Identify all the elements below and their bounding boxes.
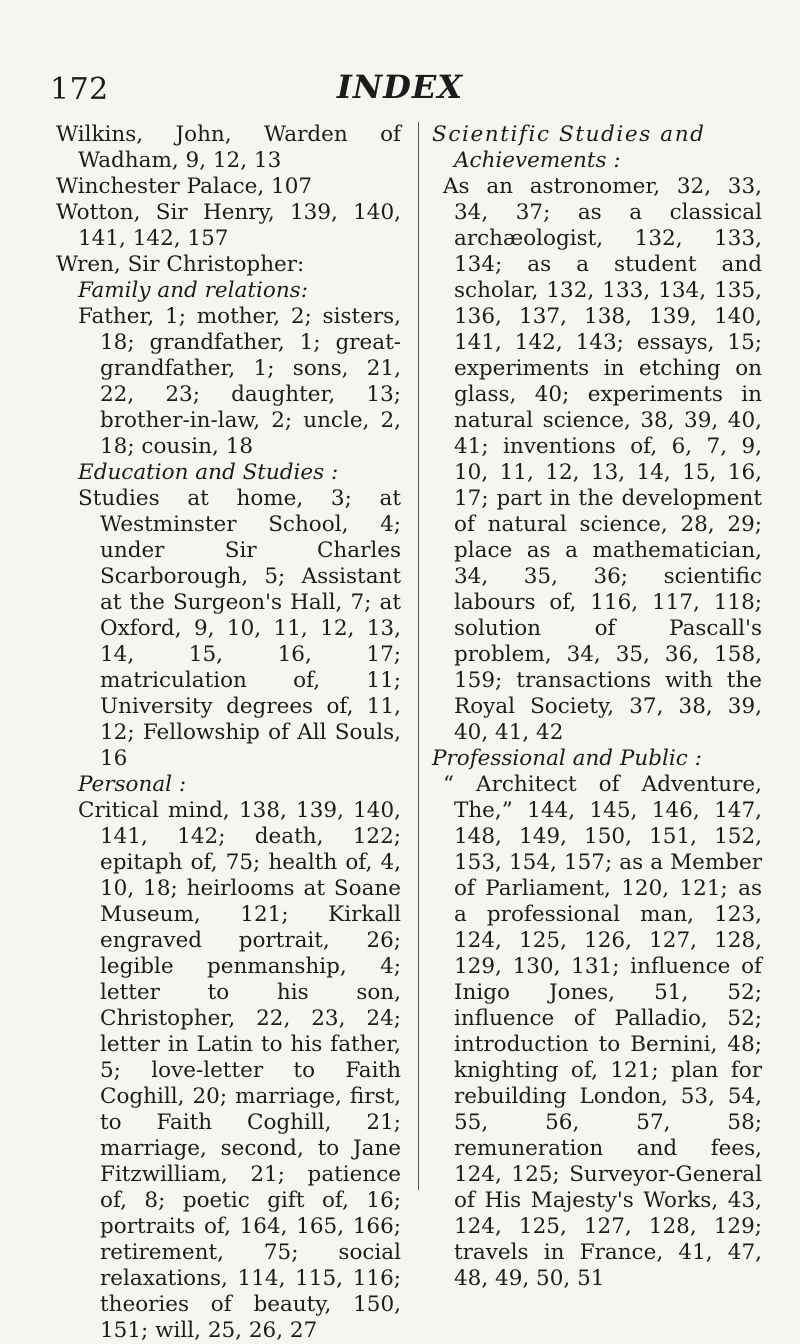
- family-entries: Father, 1; mother, 2; sisters, 18; grandfather, 1; great-grandfather, 1; sons, 21, 22, 23; daughter, 13; brother-in-law, 2; uncle, 2, 18; cousin, 18: [78, 304, 401, 459]
- personal-entries: Critical mind, 138, 139, 140, 141, 142; death, 122; epitaph of, 75; health of, 4, 10, 18; heirlooms at Soane Museum, 121; Kirkall engraved portrait, 26; legible penmanship, 4; letter to his son, Christopher, 22, 23, 24; letter in Latin to his father, 5; love-letter to Faith Coghill, 20; marriage, first, to Faith Coghill, 21; marriage, second, to Jane Fitzwilliam, 21; patience of, 8; poetic gift of, 16; portraits of, 164, 165, 166; retirement, 75; social relaxations, 114, 115, 116; theories of beauty, 150, 151; will, 25, 26, 27: [78, 798, 401, 1343]
- subheading-achievements: Achievements :: [454, 148, 621, 173]
- column-divider: [418, 122, 419, 1190]
- index-entry-wilkins: Wilkins, John, Warden of Wadham, 9, 12, 13: [56, 122, 401, 173]
- index-entry-wren: Wren, Sir Christopher:: [56, 252, 305, 277]
- subheading-education: Education and Studies :: [78, 460, 339, 485]
- subheading-family: Family and relations:: [78, 278, 308, 303]
- scientific-entries: As an astronomer, 32, 33, 34, 37; as a classical archæologist, 132, 133, 134; as a student and scholar, 132, 133, 134, 135, 136, 137, 138, 139, 140, 141, 142, 143; essays, 15; experiments in etching on glass, 40; experiments in natural science, 38, 39, 40, 41; inventions of, 6, 7, 9, 10, 11, 12, 13, 14, 15, 16, 17; part in the development of natural science, 28, 29; place as a mathematician, 34, 35, 36; scientific labours of, 116, 117, 118; solution of Pascall's problem, 34, 35, 36, 158, 159; transactions with the Royal Society, 37, 38, 39, 40, 41, 42: [443, 174, 762, 745]
- subheading-professional: Professional and Public :: [432, 746, 702, 771]
- index-entry-wotton: Wotton, Sir Henry, 139, 140, 141, 142, 157: [56, 200, 401, 251]
- page-heading: INDEX: [336, 68, 464, 106]
- education-entries: Studies at home, 3; at Westminster School, 4; under Sir Charles Scarborough, 5; Assistant at the Surgeon's Hall, 7; at Oxford, 9, 10, 11, 12, 13, 14, 15, 16, 17; matriculation of, 11; University degrees of, 11, 12; Fellowship of All Souls, 16: [78, 486, 401, 771]
- index-entry-winchester: Winchester Palace, 107: [56, 174, 313, 199]
- subheading-scientific: Scientific Studies and: [432, 122, 706, 147]
- left-column: [56, 122, 401, 1344]
- professional-entries: “ Architect of Adventure, The,” 144, 145, 146, 147, 148, 149, 150, 151, 152, 153, 154, 157; as a Member of Parliament, 120, 121; as a professional man, 123, 124, 125, 126, 127, 128, 129, 130, 131; influence of Inigo Jones, 51, 52; influence of Palladio, 52; introduction to Bernini, 48; knighting of, 121; plan for rebuilding London, 53, 54, 55, 56, 57, 58; remuneration and fees, 124, 125; Surveyor-General of His Majesty's Works, 43, 124, 125, 127, 128, 129; travels in France, 41, 47, 48, 49, 50, 51: [443, 772, 762, 1291]
- subheading-personal: Personal :: [78, 772, 187, 797]
- page-number: 172: [50, 72, 109, 107]
- right-column: [432, 122, 762, 1292]
